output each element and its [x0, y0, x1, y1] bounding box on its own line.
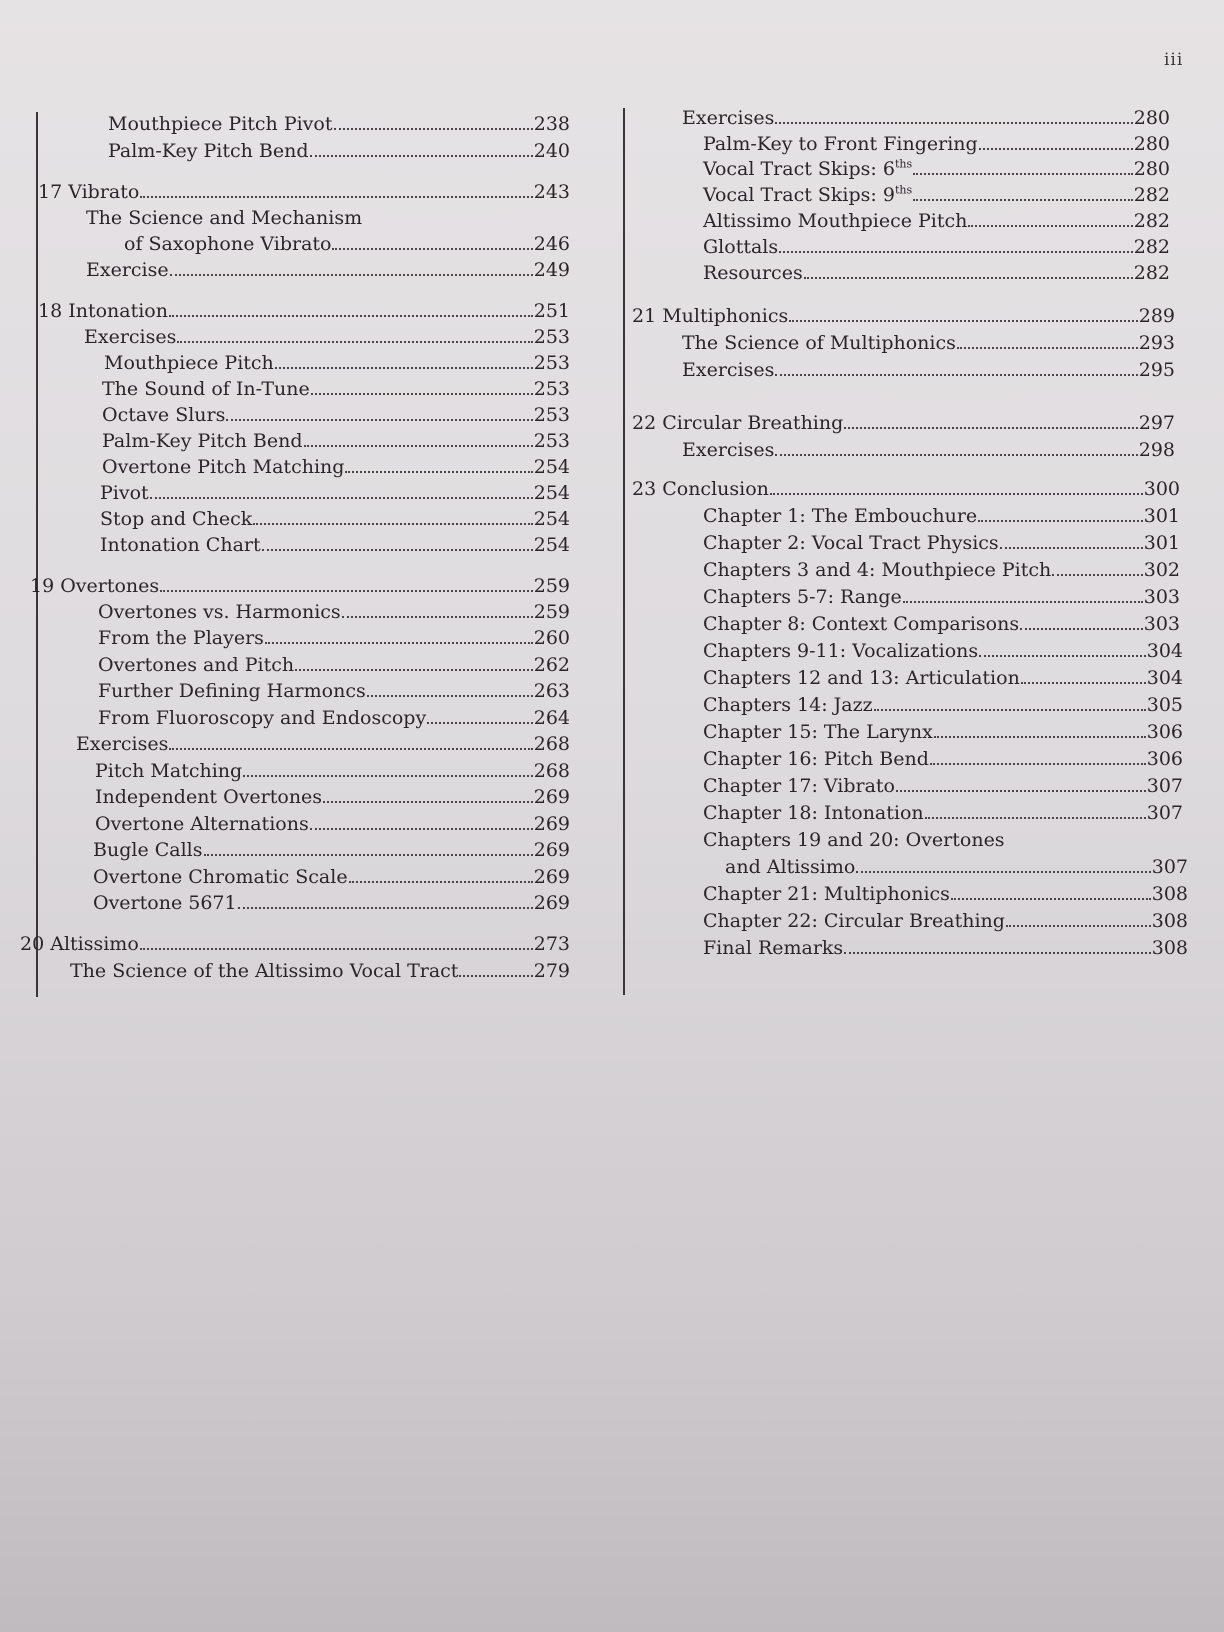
entry-title: Chapter 22: Circular Breathing [703, 910, 1005, 932]
entry-title: Exercise [86, 259, 169, 281]
dot-leader [459, 975, 532, 977]
dot-leader [140, 196, 532, 198]
dot-leader [913, 173, 1133, 175]
entry-title: From the Players [98, 627, 264, 649]
toc-left-entry [98, 598, 570, 624]
toc-left-entry [38, 297, 570, 323]
dot-leader [903, 601, 1143, 603]
toc-right-entry [703, 207, 1170, 233]
dot-leader [1006, 925, 1151, 927]
entry-page-number: 306 [1146, 721, 1183, 743]
toc-right-entry [703, 556, 1180, 582]
entry-page-number: 253 [533, 404, 570, 426]
toc-right-entry [632, 302, 1175, 328]
entry-page-number: 259 [533, 575, 570, 597]
dot-leader [1021, 682, 1146, 684]
toc-right-entry [703, 637, 1183, 663]
entry-title: The Science and Mechanism [86, 207, 363, 229]
entry-title: Chapter 17: Vibrato [703, 775, 895, 797]
entry-title: Palm-Key Pitch Bend [108, 140, 309, 162]
entry-title: 19 Overtones [30, 575, 160, 597]
toc-left-entry [108, 110, 570, 136]
dot-leader [334, 128, 533, 130]
ordinal-suffix: ths [894, 157, 913, 171]
entry-title: Palm-Key to Front Fingering [703, 133, 978, 155]
toc-left-entry [30, 572, 570, 598]
toc-right-entry [682, 104, 1170, 130]
entry-page-number: 301 [1143, 532, 1180, 554]
entry-page-number: 307 [1151, 856, 1188, 878]
dot-leader [169, 748, 532, 750]
entry-title: The Sound of In-Tune [102, 378, 310, 400]
entry-page-number: 254 [533, 508, 570, 530]
dot-leader [342, 616, 533, 618]
dot-leader [979, 148, 1133, 150]
dot-leader [310, 828, 533, 830]
toc-right-entry [703, 233, 1170, 259]
toc-left-entry [38, 178, 570, 204]
entry-title: Chapter 1: The Embouchure [703, 505, 978, 527]
entry-title: Glottals [703, 236, 779, 258]
ordinal-suffix: ths [894, 183, 913, 197]
entry-title: Pitch Matching [95, 760, 243, 782]
entry-title: Exercises [682, 107, 775, 129]
entry-page-number: 269 [533, 786, 570, 808]
entry-title: Overtones and Pitch [98, 654, 295, 676]
entry-title: 18 Intonation [38, 300, 168, 322]
entry-title: Chapter 8: Context Comparisons [703, 613, 1020, 635]
toc-left-entry [98, 651, 570, 677]
entry-page-number: 307 [1146, 775, 1183, 797]
entry-page-number: 263 [533, 680, 570, 702]
entry-page-number: 280 [1133, 133, 1170, 155]
entry-title: Overtones vs. Harmonics [98, 601, 341, 623]
entry-title: Chapters 19 and 20: Overtones [703, 829, 1005, 851]
toc-left-entry [104, 349, 570, 375]
dot-leader [856, 871, 1150, 873]
dot-leader [930, 763, 1146, 765]
toc-right-entry [703, 502, 1180, 528]
dot-leader [1020, 628, 1143, 630]
entry-page-number: 304 [1146, 640, 1183, 662]
entry-page-number: 253 [533, 352, 570, 374]
dot-leader [238, 907, 533, 909]
entry-page-number: 269 [533, 892, 570, 914]
toc-right-entry [703, 880, 1188, 906]
entry-title: 22 Circular Breathing [632, 412, 844, 434]
toc-right-entry [703, 691, 1183, 717]
toc-left-entry [76, 730, 570, 756]
dot-leader [427, 722, 533, 724]
toc-left-entry [93, 889, 570, 915]
dot-leader [934, 736, 1146, 738]
dot-leader [775, 122, 1132, 124]
entry-title: and Altissimo [725, 856, 856, 878]
entry-title: Overtone 5671 [93, 892, 237, 914]
dot-leader [226, 419, 532, 421]
entry-title: Chapter 21: Multiphonics [703, 883, 950, 905]
left-column-rule [36, 112, 38, 997]
entry-title: 23 Conclusion [632, 478, 769, 500]
toc-left-entry [98, 677, 570, 703]
toc-left-entry [102, 427, 570, 453]
entry-page-number: 298 [1138, 439, 1175, 461]
entry-title: Exercises [84, 326, 177, 348]
entry-title: Chapters 12 and 13: Articulation [703, 667, 1020, 689]
entry-title: Chapters 14: Jazz [703, 694, 873, 716]
entry-page-number: 307 [1146, 802, 1183, 824]
entry-page-number: 282 [1133, 262, 1170, 284]
dot-leader [978, 520, 1143, 522]
entry-title: Chapter 18: Intonation [703, 802, 924, 824]
toc-right-entry [703, 934, 1188, 960]
dot-leader [775, 374, 1137, 376]
entry-page-number: 297 [1138, 412, 1175, 434]
entry-title: Chapter 16: Pitch Bend [703, 748, 929, 770]
toc-right-entry [703, 155, 1170, 181]
toc-left-entry [84, 323, 570, 349]
entry-title: 17 Vibrato [38, 181, 140, 203]
entry-page-number: 279 [533, 960, 570, 982]
entry-title: Overtone Chromatic Scale [93, 866, 348, 888]
entry-title: The Science of Multiphonics [682, 332, 956, 354]
entry-page-number: 251 [533, 300, 570, 322]
dot-leader [160, 590, 533, 592]
toc-left-entry [98, 624, 570, 650]
dot-leader [310, 155, 533, 157]
entry-page-number: 249 [533, 259, 570, 281]
toc-left-entry [102, 453, 570, 479]
entry-page-number: 289 [1138, 305, 1175, 327]
entry-page-number: 305 [1146, 694, 1183, 716]
toc-left-entry [86, 204, 570, 230]
toc-left-entry [108, 137, 570, 163]
entry-title: Octave Slurs [102, 404, 226, 426]
dot-leader [140, 948, 533, 950]
dot-leader [951, 898, 1151, 900]
dot-leader [367, 695, 533, 697]
toc-left-entry [20, 930, 570, 956]
toc-left-entry [100, 505, 570, 531]
entry-page-number: 295 [1138, 359, 1175, 381]
entry-page-number: 268 [533, 760, 570, 782]
entry-page-number: 293 [1138, 332, 1175, 354]
entry-page-number: 302 [1143, 559, 1180, 581]
entry-title: Altissimo Mouthpiece Pitch [703, 210, 968, 232]
toc-right-entry [682, 356, 1175, 382]
toc-right-entry [703, 529, 1180, 555]
toc-left-entry [95, 783, 570, 809]
entry-title: Chapter 15: The Larynx [703, 721, 933, 743]
toc-right-entry [703, 826, 1183, 852]
dot-leader [169, 315, 533, 317]
entry-page-number: 308 [1151, 910, 1188, 932]
dot-leader [844, 952, 1151, 954]
dot-leader [204, 854, 533, 856]
entry-page-number: 268 [533, 733, 570, 755]
dot-leader [170, 274, 533, 276]
toc-right-entry [725, 853, 1188, 879]
toc-right-entry [632, 409, 1175, 435]
entry-page-number: 280 [1133, 158, 1170, 180]
dot-leader [150, 497, 533, 499]
dot-leader [844, 427, 1137, 429]
toc-right-entry [703, 583, 1180, 609]
entry-title: Chapters 9-11: Vocalizations [703, 640, 979, 662]
entry-page-number: 303 [1143, 586, 1180, 608]
entry-page-number: 301 [1143, 505, 1180, 527]
entry-page-number: 300 [1143, 478, 1180, 500]
dot-leader [275, 367, 533, 369]
toc-right-entry [682, 329, 1175, 355]
entry-title: Overtone Pitch Matching [102, 456, 345, 478]
entry-title: Exercises [682, 439, 775, 461]
entry-page-number: 254 [533, 482, 570, 504]
toc-left-entry [86, 256, 570, 282]
toc-right-entry [703, 907, 1188, 933]
entry-page-number: 308 [1151, 883, 1188, 905]
dot-leader [770, 493, 1143, 495]
toc-left-entry [95, 810, 570, 836]
dot-leader [896, 790, 1146, 792]
entry-title: Exercises [76, 733, 169, 755]
dot-leader [979, 655, 1146, 657]
dot-leader [332, 248, 532, 250]
entry-page-number: 246 [533, 233, 570, 255]
entry-page-number: 264 [533, 707, 570, 729]
toc-right-entry [703, 610, 1180, 636]
entry-title: Bugle Calls [93, 839, 203, 861]
toc-right-entry [703, 130, 1170, 156]
entry-title: Mouthpiece Pitch [104, 352, 274, 374]
toc-right-entry [703, 772, 1183, 798]
dot-leader [789, 320, 1137, 322]
entry-title: Mouthpiece Pitch Pivot [108, 113, 333, 135]
entry-title: Stop and Check [100, 508, 253, 530]
entry-title: Palm-Key Pitch Bend [102, 430, 303, 452]
entry-page-number: 308 [1151, 937, 1188, 959]
entry-page-number: 254 [533, 456, 570, 478]
entry-page-number: 273 [533, 933, 570, 955]
dot-leader [913, 199, 1133, 201]
entry-title: Pivot [100, 482, 149, 504]
entry-title: Chapter 2: Vocal Tract Physics [703, 532, 999, 554]
toc-right-entry [703, 181, 1170, 207]
dot-leader [304, 445, 533, 447]
toc-left-entry [100, 479, 570, 505]
entry-title: Independent Overtones [95, 786, 323, 808]
toc-left-entry [100, 531, 570, 557]
entry-page-number: 262 [533, 654, 570, 676]
dot-leader [1052, 574, 1143, 576]
dot-leader [968, 225, 1132, 227]
entry-page-number: 259 [533, 601, 570, 623]
dot-leader [775, 454, 1137, 456]
entry-title: 21 Multiphonics [632, 305, 789, 327]
entry-page-number: 254 [533, 534, 570, 556]
dot-leader [874, 709, 1146, 711]
entry-page-number: 260 [533, 627, 570, 649]
entry-page-number: 280 [1133, 107, 1170, 129]
page-number: iii [1164, 50, 1184, 70]
dot-leader [262, 549, 533, 551]
toc-right-entry [703, 718, 1183, 744]
dot-leader [349, 881, 533, 883]
dot-leader [243, 775, 533, 777]
toc-right-entry [682, 436, 1175, 462]
dot-leader [177, 341, 532, 343]
entry-title: Intonation Chart [100, 534, 261, 556]
toc-left-entry [98, 704, 570, 730]
entry-page-number: 253 [533, 430, 570, 452]
entry-page-number: 306 [1146, 748, 1183, 770]
toc-left-entry [93, 836, 570, 862]
toc-left-entry [102, 401, 570, 427]
dot-leader [323, 801, 533, 803]
entry-title: Resources [703, 262, 803, 284]
dot-leader [779, 251, 1133, 253]
entry-title: The Science of the Altissimo Vocal Tract [70, 960, 459, 982]
toc-right-entry [703, 664, 1183, 690]
entry-page-number: 303 [1143, 613, 1180, 635]
dot-leader [311, 393, 533, 395]
entry-title: Final Remarks [703, 937, 844, 959]
dot-leader [1000, 547, 1143, 549]
entry-title: Overtone Alternations [95, 813, 309, 835]
toc-left-entry [93, 863, 570, 889]
dot-leader [804, 277, 1133, 279]
entry-page-number: 269 [533, 866, 570, 888]
entry-page-number: 304 [1146, 667, 1183, 689]
toc-left-entry [70, 957, 570, 983]
entry-title: Vocal Tract Skips: $6^{ths}$ [703, 157, 913, 180]
entry-page-number: 282 [1133, 236, 1170, 258]
entry-page-number: 282 [1133, 210, 1170, 232]
dot-leader [253, 523, 533, 525]
entry-page-number: 243 [533, 181, 570, 203]
dot-leader [295, 669, 533, 671]
dot-leader [925, 817, 1146, 819]
entry-page-number: 253 [533, 326, 570, 348]
toc-right-entry [632, 475, 1180, 501]
dot-leader [957, 347, 1138, 349]
entry-page-number: 238 [533, 113, 570, 135]
entry-title: Further Defining Harmoncs [98, 680, 366, 702]
entry-page-number: 269 [533, 839, 570, 861]
entry-title: Exercises [682, 359, 775, 381]
toc-left-entry [102, 375, 570, 401]
entry-title: of Saxophone Vibrato [124, 233, 332, 255]
toc-left-entry [95, 757, 570, 783]
dot-leader [265, 642, 533, 644]
entry-page-number: 269 [533, 813, 570, 835]
toc-right-entry [703, 259, 1170, 285]
entry-page-number: 282 [1133, 184, 1170, 206]
entry-page-number: 253 [533, 378, 570, 400]
toc-right-entry [703, 799, 1183, 825]
toc-right-entry [703, 745, 1183, 771]
dot-leader [345, 471, 532, 473]
entry-title: Vocal Tract Skips: $9^{ths}$ [703, 183, 913, 206]
entry-page-number: 240 [533, 140, 570, 162]
entry-title: Chapters 5-7: Range [703, 586, 902, 608]
entry-title: From Fluoroscopy and Endoscopy [98, 707, 427, 729]
right-column-rule [623, 108, 625, 995]
toc-left-entry [124, 230, 570, 256]
entry-title: Chapters 3 and 4: Mouthpiece Pitch [703, 559, 1052, 581]
entry-title: 20 Altissimo [20, 933, 139, 955]
